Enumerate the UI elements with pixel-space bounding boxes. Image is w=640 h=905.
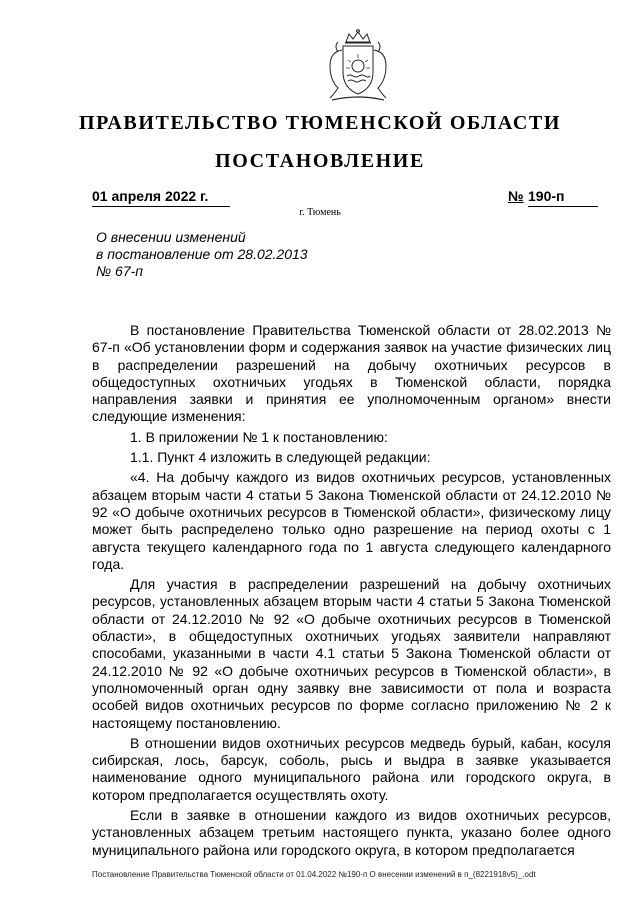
- coat-of-arms-icon: [316, 28, 400, 106]
- paragraph: Для участия в распределении разрешений на добычу охотничьих ресурсов, установленных абзацем вторым части 4 статьи 5 Закона Тюменской области от 24.12.2010 № 92 «О добыче охотничьих ресурсов в Тюменской области», в общедоступных охотничьих угодьях заявители направляют способами, указанными в части 4.1 статьи 5 Закона Тюменской области от 24.12.2010 № 92 «О добыче охотничьих ресурсов в Тюменской области», в уполномоченный орган одну заявку вне зависимости от пола и возраста особей видов охотничьих ресурсов по форме согласно приложению № 2 к настоящему постановлению.: [92, 576, 611, 731]
- subject-line: № 67-п: [96, 263, 143, 279]
- subject-line: О внесении изменений: [96, 229, 246, 245]
- document-subject: [96, 229, 356, 280]
- paragraph: 1. В приложении № 1 к постановлению:: [130, 428, 388, 445]
- city: г. Тюмень: [299, 207, 341, 218]
- page-footer: Постановление Правительства Тюменской области от 01.04.2022 №190-п О внесении изменений в п_(8221918v5)_.odt: [92, 870, 536, 879]
- document-type: ПОСТАНОВЛЕНИЕ: [215, 150, 425, 172]
- paragraph: Если в заявке в отношении каждого из видов охотничьих ресурсов, установленных абзацем третьим настоящего пункта, указано более одного муниципального района или городского округа, в котором предполагается: [92, 807, 611, 858]
- document-number: [508, 187, 604, 207]
- paragraph: В постановление Правительства Тюменской области от 28.02.2013 № 67-п «Об установлении форм и содержания заявок на участие физических лиц в распределении разрешений на добычу охотничьих ресурсов в общедоступных охотничьих угодьях в Тюменской области, порядка направления заявки и принятия ее уполномоченным органом» внести следующие изменения:: [92, 322, 611, 425]
- document-body: [92, 322, 611, 862]
- document-date: 01 апреля 2022 г.: [92, 187, 230, 207]
- paragraph: В отношении видов охотничьих ресурсов медведь бурый, кабан, косуля сибирская, лось, барсук, соболь, рысь и выдра в заявке указывается наименование одного муниципального района или городского округа, в котором предполагается осуществлять охоту.: [92, 734, 611, 803]
- number-value: 190-п: [528, 187, 598, 207]
- government-title: ПРАВИТЕЛЬСТВО ТЮМЕНСКОЙ ОБЛАСТИ: [78, 112, 562, 134]
- number-sign: №: [508, 188, 524, 204]
- paragraph: 1.1. Пункт 4 изложить в следующей редакции:: [130, 449, 431, 466]
- paragraph: «4. На добычу каждого из видов охотничьих ресурсов, установленных абзацем вторым части 4 статьи 5 Закона Тюменской области от 24.12.2010 № 92 «О добыче охотничьих ресурсов в Тюменской области», физическому лицу может быть распределено только одно разрешение на период охоты с 1 августа текущего календарного года по 1 августа следующего календарного года.: [92, 469, 611, 572]
- subject-line: в постановление от 28.02.2013: [96, 246, 308, 262]
